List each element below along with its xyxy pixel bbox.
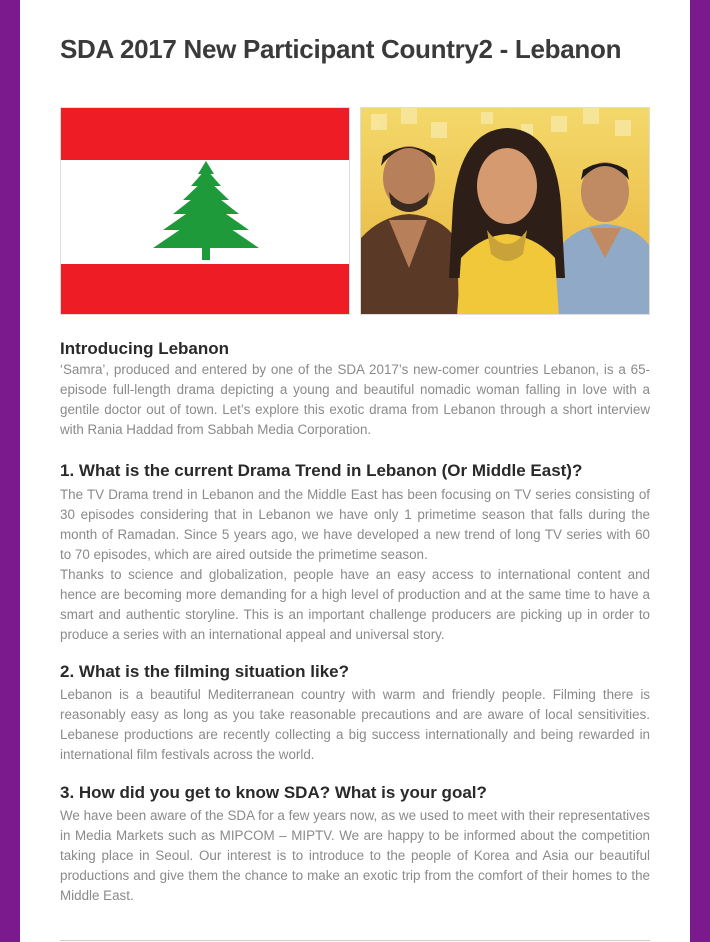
lebanon-flag-image	[60, 107, 350, 315]
section-heading: Introducing Lebanon	[60, 339, 230, 358]
page-title: SDA 2017 New Participant Country2 - Lebanon	[60, 34, 622, 64]
section-drama-trend	[60, 460, 650, 645]
section-paragraph: Lebanon is a beautiful Mediterranean country with warm and friendly people. Filming there is reasonably easy as long as you take reasonable precautions and are aware of local sensitivities. Lebanese productions are recently collecting a big success internationally and being rewarded in international film festivals across the world.	[60, 687, 650, 762]
section-paragraph: Thanks to science and globalization, people have an easy access to international content and hence are becoming more demanding for a high level of production and at the same time to have a smart and authentic storyline. This is an important challenge producers are picking up in order to produce a series with an international appeal and universal story.	[60, 567, 650, 642]
section-heading: 2. What is the filming situation like?	[60, 662, 350, 681]
section-heading: 3. How did you get to know SDA? What is your goal?	[60, 783, 487, 802]
section-paragraph: The TV Drama trend in Lebanon and the Middle East has been focusing on TV series consisting of 30 episodes considering that in Lebanon we have only 1 primetime season that falls during the month of Ramadan. Since 5 years ago, we have developed a new trend of long TV series with 60 to 70 episodes, which are aired outside the primetime season.	[60, 487, 650, 562]
section-heading: 1. What is the current Drama Trend in Lebanon (Or Middle East)?	[60, 461, 583, 480]
cast-photo-graphic	[361, 108, 650, 315]
cast-photo-image	[360, 107, 650, 315]
section-filming-situation	[60, 661, 650, 765]
article-page	[20, 0, 690, 942]
section-paragraph: We have been aware of the SDA for a few years now, as we used to meet with their representatives in Media Markets such as MIPCOM – MIPTV. We are happy to be informed about the competition taking place in Seoul. Our interest is to introduce to the people of Korea and Asia our beautiful productions and give them the chance to make an exotic trip from the comfort of their homes to the Middle East.	[60, 808, 650, 903]
section-paragraph: ‘Samra’, produced and entered by one of the SDA 2017’s new-comer countries Lebanon, is a 65-episode full-length drama depicting a young and beautiful nomadic woman falling in love with a gentile doctor out of town. Let’s explore this exotic drama from Lebanon through a short interview with Rania Haddad from Sabbah Media Corporation.	[60, 362, 650, 437]
flag-graphic	[61, 108, 350, 315]
section-introducing-lebanon	[60, 338, 650, 440]
section-sda-goal	[60, 782, 650, 906]
bottom-divider	[60, 940, 650, 941]
center-actress-figure	[449, 128, 565, 315]
